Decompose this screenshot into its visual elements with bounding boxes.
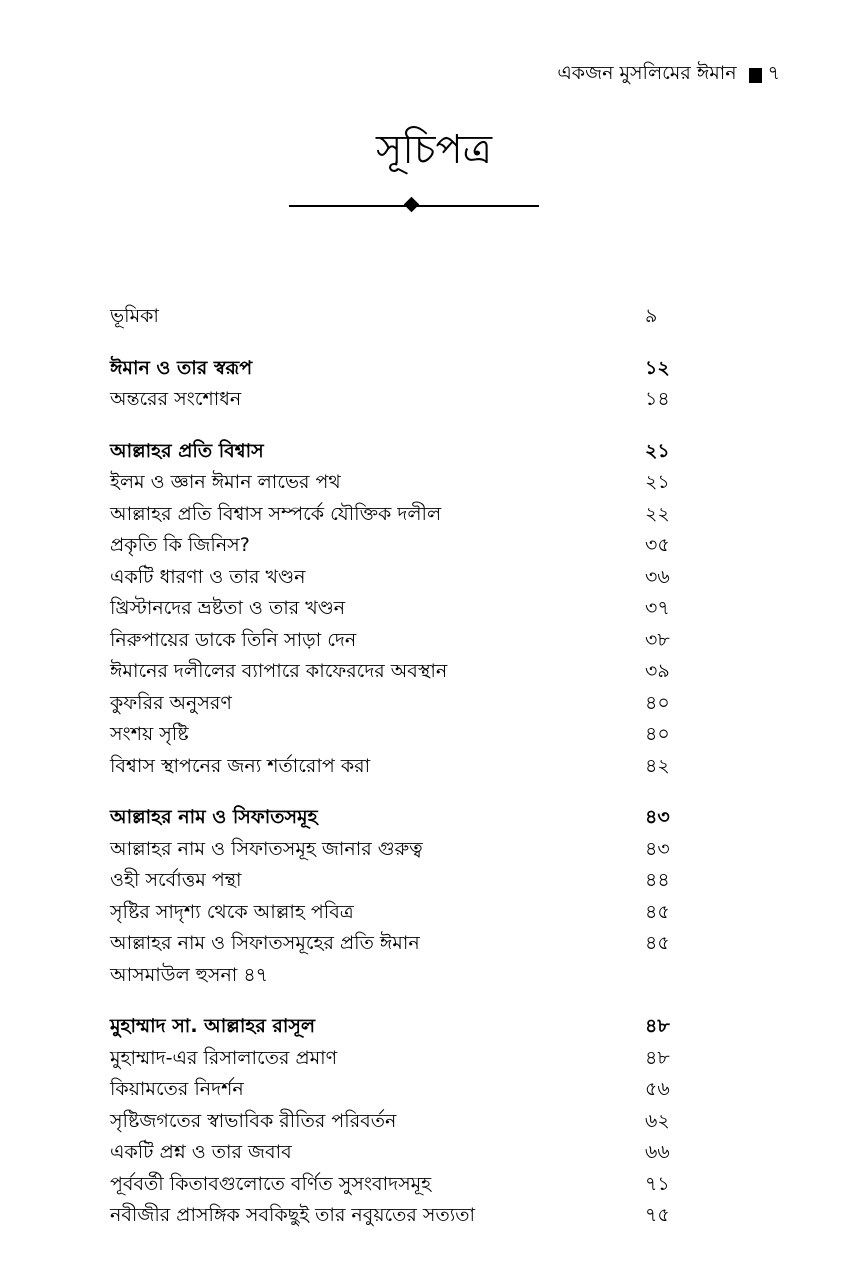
toc-entry[interactable]: [110, 897, 685, 929]
toc-page-number: ৪৪: [645, 869, 670, 891]
toc-entry-label: আল্লাহর নাম ও সিফাতসমূহ জানার গুরুত্ব: [110, 837, 423, 860]
toc-page-number: ৭১: [645, 1172, 670, 1195]
toc-entry-label: বিশ্বাস স্থাপনের জন্য শর্তারোপ করা: [110, 754, 371, 777]
title-divider: [289, 198, 539, 214]
toc-entry-label: ওহী সর্বোত্তম পন্থা: [110, 869, 242, 891]
running-title: একজন মুসলিমের ঈমান: [557, 62, 737, 84]
toc-entry[interactable]: [110, 593, 685, 625]
toc-entry-label: পূর্ববর্তী কিতাবগুলোতে বর্ণিত সুসংবাদসমূহ: [110, 1172, 432, 1195]
table-of-contents: [110, 301, 685, 1232]
toc-entry[interactable]: [110, 625, 685, 657]
toc-page-number: ৪০: [645, 723, 670, 745]
toc-entry-label: নিরুপায়ের ডাকে তিনি সাড়া দেন: [110, 628, 357, 651]
square-bullet-icon: [749, 68, 762, 83]
section-gap: [110, 782, 685, 802]
toc-entry-label: আসমাউল হুসনা ৪৭: [110, 963, 269, 986]
toc-entry-label: প্রকৃতি কি জিনিস?: [110, 534, 250, 556]
toc-page-number: ৩৭: [645, 597, 670, 619]
toc-entry[interactable]: [110, 499, 685, 531]
toc-entry[interactable]: [110, 384, 685, 416]
toc-page-number: ৩৬: [645, 565, 670, 588]
toc-entry[interactable]: [110, 834, 685, 866]
toc-page-number: ৩৯: [645, 660, 670, 682]
toc-entry[interactable]: [110, 656, 685, 688]
toc-entry[interactable]: [110, 960, 685, 992]
toc-entry[interactable]: [110, 467, 685, 499]
toc-entry-label: আল্লাহর প্রতি বিশ্বাস: [110, 439, 264, 462]
toc-entry-label: একটি ধারণা ও তার খণ্ডন: [110, 565, 306, 588]
page-title: সূচিপত্র: [376, 127, 492, 173]
toc-page-number: ৪৫: [645, 900, 670, 923]
toc-entry[interactable]: [110, 719, 685, 751]
section-gap: [110, 333, 685, 353]
toc-entry[interactable]: [110, 1043, 685, 1075]
toc-page-number: ১২: [645, 356, 670, 379]
toc-section-heading[interactable]: [110, 436, 685, 468]
toc-entry[interactable]: [110, 1200, 685, 1232]
toc-entry-label: অন্তরের সংশোধন: [110, 388, 242, 410]
toc-entry-label: নবীজীর প্রাসঙ্গিক সবকিছুই তার নবুয়তের সত্যতা: [110, 1204, 476, 1226]
toc-page-number: ২২: [645, 502, 670, 525]
toc-page-number: ৬৬: [645, 1141, 670, 1163]
toc-entry[interactable]: [110, 530, 685, 562]
toc-page-number: ৩৫: [645, 534, 670, 556]
toc-entry-label: ঈমানের দলীলের ব্যাপারে কাফেরদের অবস্থান: [110, 660, 448, 682]
toc-entry[interactable]: [110, 1106, 685, 1138]
running-header: [557, 62, 780, 88]
toc-page-number: ৪০: [645, 691, 670, 714]
toc-entry[interactable]: [110, 301, 685, 333]
toc-page-number: ৪৩: [645, 806, 670, 828]
toc-page-number: ২১: [645, 471, 670, 493]
toc-entry-label: কুফরির অনুসরণ: [110, 691, 232, 714]
toc-entry-label: মুহাম্মাদ সা. আল্লাহর রাসূল: [110, 1015, 316, 1037]
toc-section-heading[interactable]: [110, 802, 685, 834]
toc-entry[interactable]: [110, 688, 685, 720]
toc-page-number: ৭৫: [645, 1204, 670, 1226]
diamond-ornament-icon: [404, 197, 420, 213]
toc-section-heading[interactable]: [110, 1011, 685, 1043]
toc-entry[interactable]: [110, 1137, 685, 1169]
toc-entry-label: খ্রিস্টানদের ভ্রষ্টতা ও তার খণ্ডন: [110, 597, 346, 619]
section-gap: [110, 416, 685, 436]
toc-entry-label: সৃষ্টির সাদৃশ্য থেকে আল্লাহ পবিত্র: [110, 900, 354, 923]
toc-entry-label: মুহাম্মাদ-এর রিসালাতের প্রমাণ: [110, 1046, 338, 1069]
toc-entry-label: আল্লাহর প্রতি বিশ্বাস সম্পর্কে যৌক্তিক দলীল: [110, 502, 442, 525]
toc-page-number: ২১: [645, 439, 670, 462]
toc-page-number: ৬২: [645, 1109, 670, 1132]
toc-entry-label: আল্লাহর নাম ও সিফাতসমূহের প্রতি ঈমান: [110, 932, 420, 954]
toc-page-number: ৩৮: [645, 628, 670, 651]
page-number: ৭: [767, 62, 780, 84]
toc-entry-label: সৃষ্টিজগতের স্বাভাবিক রীতির পরিবর্তন: [110, 1109, 397, 1132]
toc-entry[interactable]: [110, 562, 685, 594]
toc-entry[interactable]: [110, 1169, 685, 1201]
toc-page-number: ৪২: [645, 754, 670, 777]
toc-page-number: ৪৮: [645, 1046, 670, 1069]
toc-page-number: ৯: [645, 305, 658, 327]
toc-page-number: ৪৩: [645, 837, 670, 860]
toc-entry-label: ঈমান ও তার স্বরূপ: [110, 356, 253, 379]
toc-entry-label: সংশয় সৃষ্টি: [110, 723, 189, 745]
toc-entry-label: ভূমিকা: [110, 305, 159, 327]
toc-page-number: ৪৮: [645, 1015, 670, 1037]
toc-entry-label: একটি প্রশ্ন ও তার জবাব: [110, 1141, 292, 1163]
toc-page-number: ৪৫: [645, 932, 670, 954]
toc-entry[interactable]: [110, 865, 685, 897]
section-gap: [110, 991, 685, 1011]
toc-entry-label: কিয়ামতের নিদর্শন: [110, 1078, 244, 1100]
toc-page-number: ১৪: [645, 388, 670, 410]
toc-section-heading[interactable]: [110, 353, 685, 385]
toc-entry[interactable]: [110, 751, 685, 783]
toc-entry-label: আল্লাহর নাম ও সিফাতসমূহ: [110, 806, 318, 828]
toc-entry-label: ইলম ও জ্ঞান ঈমান লাভের পথ: [110, 471, 341, 493]
toc-entry[interactable]: [110, 928, 685, 960]
toc-entry[interactable]: [110, 1074, 685, 1106]
toc-page-number: ৫৬: [645, 1078, 670, 1100]
